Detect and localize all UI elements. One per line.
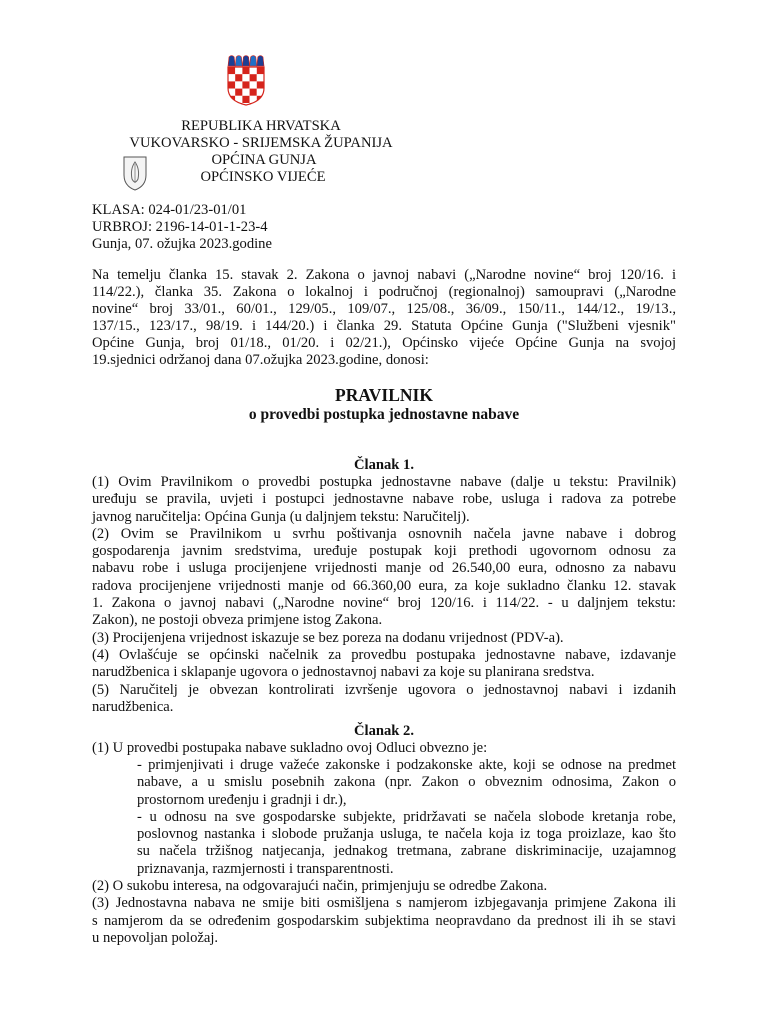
bullet-line: priznavanja, razmjernosti i transparentnosti. xyxy=(137,860,394,877)
preamble-line: Na temelju članka 15. stavak 2. Zakona o javnoj nabavi („Narodne novine“ broj 120/16. i xyxy=(92,267,676,283)
article-1-body xyxy=(92,474,676,716)
article-1-line: narudžbenica i sklapanje ugovora o jednostavnoj nabavi za koje su planirana sredstva. xyxy=(92,664,595,681)
bullet-line: su načela tržišnog natjecanja, jednakog tretmana, zabrane diskriminacije, uzajamnog xyxy=(137,843,676,860)
bullet-line: poslovnog nastanka i slobode pružanja usluga, te načela koja iz toga proizlaze, kao što xyxy=(137,826,676,843)
article-1-heading: Članak 1. xyxy=(353,457,414,473)
article-1-line: gospodarenja javnim sredstvima, uređuje postupak koji prethodi ugovornom odnosu za xyxy=(92,543,676,560)
article-1-line: (2) Ovim se Pravilnikom u svrhu poštivanja osnovnih načela javne nabave i dobrog xyxy=(92,525,676,542)
article-1-line: Zakon), ne postoji obveza primjene istog Zakona. xyxy=(92,612,383,629)
header-county: VUKOVARSKO - SRIJEMSKA ŽUPANIJA xyxy=(129,135,393,151)
article-1-line: (4) Ovlašćuje se općinski načelnik za provedbu postupaka jednostavne nabave, izdavanje xyxy=(92,646,676,663)
article-1-line: javnog naručitelja: Općina Gunja (u daljnjem tekstu: Naručitelj). xyxy=(92,508,470,525)
article-1-line: radova procijenjene vrijednosti manje od 66.360,00 eura, za koje sukladno članku 12. stavak xyxy=(92,577,676,594)
article-2-line: (3) Jednostavna nabava ne smije biti osmišljena s namjerom izbjegavanja primjene Zakona ili xyxy=(92,895,676,912)
bullet-line: prostornom uređenju i gradnji i dr.), xyxy=(137,791,347,808)
place-date-line: Gunja, 07. ožujka 2023.godine xyxy=(92,236,272,252)
urbroj-line: URBROJ: 2196-14-01-1-23-4 xyxy=(92,219,268,235)
preamble-line: 19.sjednici održanoj dana 07.ožujka 2023.godine, donosi: xyxy=(92,352,429,368)
header-country: REPUBLIKA HRVATSKA xyxy=(181,118,341,134)
preamble-line: 137/15., 123/17., 98/19. i 144/20.) i članka 29. Statuta Općine Gunja ("Službeni vjesnik" xyxy=(92,318,676,334)
article-2-line: (2) O sukobu interesa, na odgovarajući način, primjenjuju se odredbe Zakona. xyxy=(92,878,548,894)
preamble xyxy=(92,267,676,369)
article-1-line: uređuju se pravila, uvjeti i postupci jednostavne nabave robe, usluga i radova za potrebe xyxy=(92,491,676,508)
preamble-line: Općine Gunja, broj 01/18., 01/20. i 02/21.), Općinsko vijeće Općine Gunja na svojoj xyxy=(92,335,676,351)
bullet-line: - u odnosu na sve gospodarske subjekte, pridržavati se načela slobode kretanja robe, xyxy=(137,808,676,825)
article-1-line: (1) Ovim Pravilnikom o provedbi postupka jednostavne nabave (dalje u tekstu: Pravilnik) xyxy=(92,474,676,490)
bullet-line: nabave, a u smislu posebnih zakona (npr. Zakon o obveznim odnosima, Zakon o xyxy=(137,774,676,791)
article-2-heading: Članak 2. xyxy=(353,723,414,739)
article-2-intro: (1) U provedbi postupaka nabave sukladno ovoj Odluci obvezno je: xyxy=(92,740,488,756)
klasa-line: KLASA: 024-01/23-01/01 xyxy=(92,202,247,218)
header-municipality: OPĆINA GUNJA xyxy=(211,152,317,168)
article-2-line: s namjerom da se određenim gospodarskim subjektima neopravdano da prednost ili ih se stavi xyxy=(92,912,676,929)
croatian-coat-of-arms-icon xyxy=(226,54,266,106)
article-1-line: 1. Zakona o javnoj nabavi („Narodne novine“ broj 120/16. i 114/22. - u daljnjem tekstu: xyxy=(92,595,676,612)
header-block xyxy=(96,118,426,186)
article-2-bullets xyxy=(137,757,676,878)
article-1-line: narudžbenica. xyxy=(92,698,174,715)
article-1-line: nabavu robe i usluga procijenjene vrijednosti manje od 26.540,00 eura, odnosno za nabavu xyxy=(92,560,676,577)
preamble-line: novine“ broj 33/01., 60/01., 129/05., 109/07., 125/08., 36/09., 150/11., 144/12., 19/13., xyxy=(92,301,676,317)
article-2-tail xyxy=(92,878,676,947)
article-2-line: u nepovoljan položaj. xyxy=(92,929,219,946)
document-title: PRAVILNIK xyxy=(335,385,433,405)
preamble-line: 114/22.), članka 35. Zakona o lokalnoj i područnoj (regionalnoj) samoupravi („Narodne xyxy=(92,284,676,300)
article-1-line: (3) Procijenjena vrijednost iskazuje se bez poreza na dodanu vrijednost (PDV-a). xyxy=(92,629,564,646)
article-1-line: (5) Naručitelj je obvezan kontrolirati izvršenje ugovora o jednostavnoj nabavi i izdanih xyxy=(92,681,676,698)
header-council: OPĆINSKO VIJEĆE xyxy=(200,169,326,185)
bullet-line: - primjenjivati i druge važeće zakonske i podzakonske akte, koji se odnose na predmet xyxy=(137,757,676,773)
document-meta xyxy=(92,202,272,253)
document-subtitle: o provedbi postupka jednostavne nabave xyxy=(248,406,520,423)
